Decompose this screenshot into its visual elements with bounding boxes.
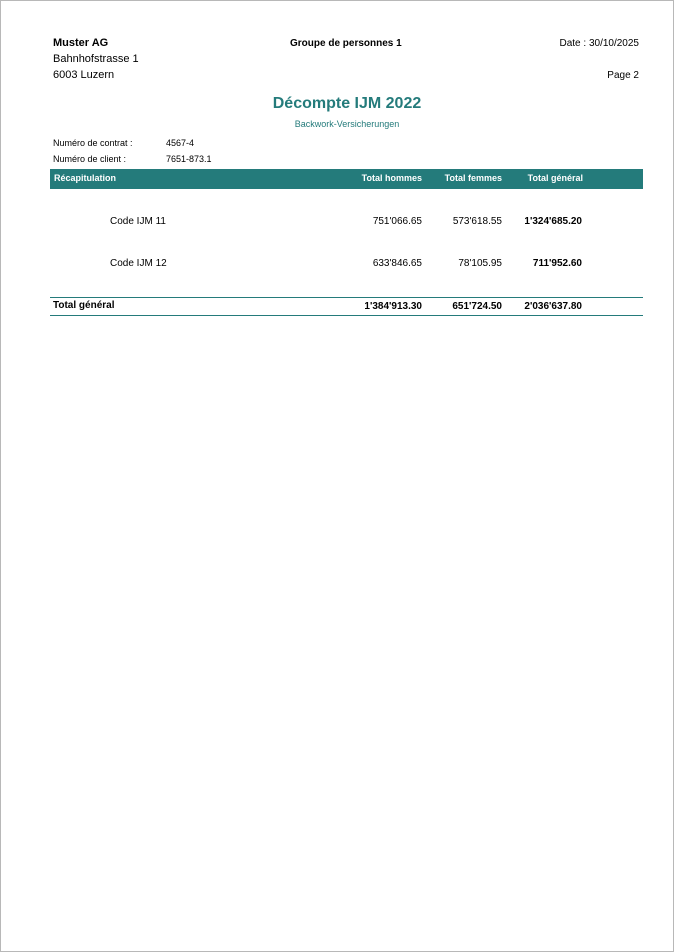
- row-label: Code IJM 11: [110, 216, 166, 227]
- company-street: Bahnhofstrasse 1: [53, 53, 139, 65]
- footer-total-general: 2'036'637.80: [524, 301, 582, 312]
- row-total-men: 751'066.65: [372, 216, 422, 227]
- row-total-women: 78'105.95: [458, 258, 502, 269]
- footer-label: Total général: [53, 300, 115, 311]
- total-rule-top: [50, 297, 643, 298]
- footer-total-women: 651'724.50: [452, 301, 502, 312]
- client-number-label: Numéro de client :: [53, 154, 127, 164]
- row-total-men: 633'846.65: [372, 258, 422, 269]
- contract-number-value: 4567-4: [166, 138, 195, 148]
- footer-total-men: 1'384'913.30: [364, 301, 422, 312]
- total-rule-bottom: [50, 315, 643, 316]
- document-title: Décompte IJM 2022: [272, 95, 422, 112]
- row-label: Code IJM 12: [110, 258, 167, 269]
- company-name: Muster AG: [53, 37, 109, 49]
- client-number-value: 7651-873.1: [166, 154, 212, 164]
- document-subtitle: Backwork-Versicherungen: [294, 119, 400, 129]
- header-recap: Récapitulation: [54, 173, 117, 183]
- document-date: Date : 30/10/2025: [559, 38, 639, 49]
- row-total-general: 711'952.60: [532, 258, 582, 269]
- row-total-women: 573'618.55: [452, 216, 502, 227]
- table-header: [50, 169, 643, 189]
- group-title: Groupe de personnes 1: [290, 38, 402, 49]
- contract-number-label: Numéro de contrat :: [53, 138, 133, 148]
- page-number: Page 2: [607, 70, 639, 81]
- header-total-women: Total femmes: [444, 173, 502, 183]
- header-total-men: Total hommes: [361, 173, 422, 183]
- header-total-general: Total général: [527, 173, 583, 183]
- company-city: 6003 Luzern: [53, 69, 115, 81]
- row-total-general: 1'324'685.20: [524, 216, 582, 227]
